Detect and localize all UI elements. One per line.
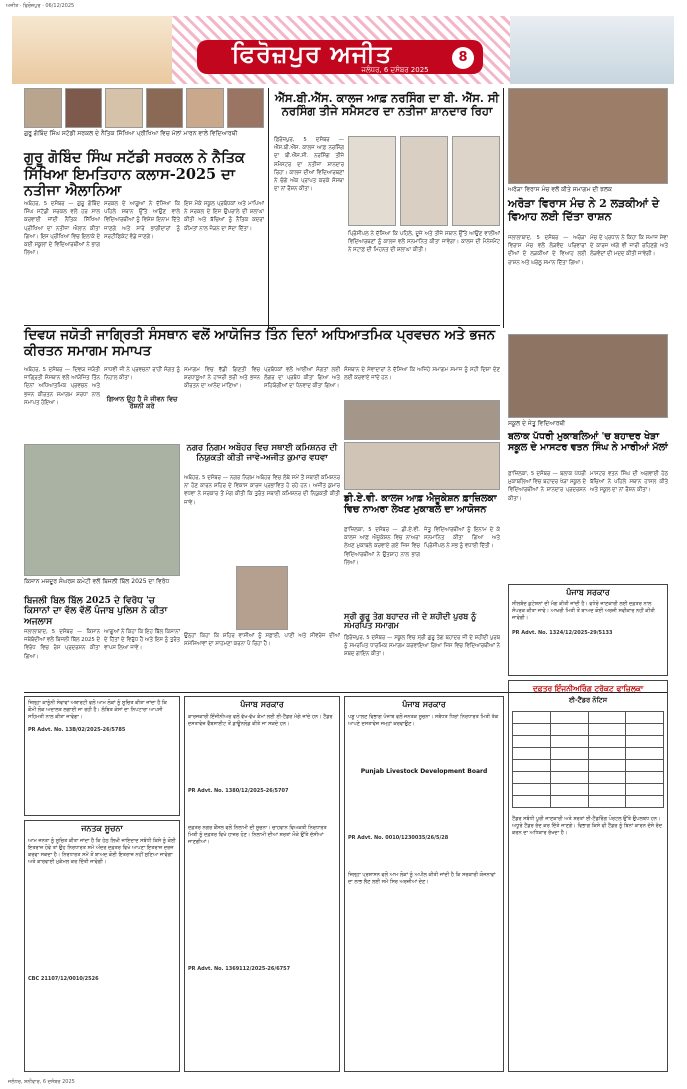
table-row [513,772,664,784]
student-photo [348,136,396,226]
nagar-body: ਅਬੋਹਰ, 5 ਦਸੰਬਰ — ਨਗਰ ਨਿਗਮ ਅਬੋਹਰ ਵਿਚ ਲੰਬੇ ਸਮੇਂ ਤੋਂ ਸਥਾਈ ਕਮਿਸ਼ਨਰ ਨਾ ਹੋਣ ਕਾਰਨ ਸ਼ਹਿਰ ਦੇ ਵਿਕਾਸ ਕਾਰਜ ਪ੍ਰਭਾਵਿਤ ਹੋ ਰਹੇ ਹਨ। ਅਜੀਤ ਕੁਮਾਰ ਵਧਵਾ ਨੇ ਸਰਕਾਰ ਤੋਂ ਮੰਗ ਕੀਤੀ ਕਿ ਤੁਰੰਤ ਸਥਾਈ ਕਮਿਸ਼ਨਰ ਦੀ ਨਿਯੁਕਤੀ ਕੀਤੀ ਜਾਵੇ। [184,475,340,506]
block-headline: ਬਲਾਕ ਪੱਧਰੀ ਮੁਕਾਬਲਿਆਂ 'ਚ ਬਹਾਦਰ ਖੇੜਾ ਸਕੂਲ ਦੇ ਮਾਸਟਰ ਵਤਨ ਸਿੰਘ ਨੇ ਮਾਰੀਆਂ ਮੱਲਾਂ [508,431,668,453]
ad-text: ਜ਼ਿਲ੍ਹਾ ਕਾਨੂੰਨੀ ਸੇਵਾਵਾਂ ਅਥਾਰਟੀ ਵਲੋਂ ਆਮ ਲੋਕਾਂ ਨੂੰ ਸੂਚਿਤ ਕੀਤਾ ਜਾਂਦਾ ਹੈ ਕਿ ਕੌਮੀ ਲੋਕ ਅਦਾਲਤ ਲਗਾਈ ਜਾ ਰਹੀ ਹੈ। ਲੰਬਿਤ ਕੇਸਾਂ ਦਾ ਨਿਪਟਾਰਾ ਆਪਸੀ ਸਹਿਮਤੀ ਨਾਲ ਕੀਤਾ ਜਾਵੇਗਾ। [28,700,167,720]
ad-title: ਪੰਜਾਬ ਸਰਕਾਰ [402,700,446,709]
ad-cbc-number: CBC 21107/12/0010/2526 [28,976,99,982]
khalsa-body: ਫ਼ਿਰੋਜ਼ਪੁਰ, 5 ਦਸੰਬਰ — ਸਕੂਲ ਵਿਚ ਸ੍ਰੀ ਗੁਰੂ ਤੇਗ ਬਹਾਦਰ ਜੀ ਦੇ ਸ਼ਹੀਦੀ ਪੁਰਬ ਨੂੰ ਸਮਰਪਿਤ ਧਾਰਮਿਕ ਸਮਾਗਮ ਕਰਵਾਇਆ ਗਿਆ ਜਿਸ ਵਿਚ ਵਿਦਿਆਰਥੀਆਂ ਨੇ ਸ਼ਬਦ ਗਾਇਨ ਕੀਤਾ। [344,635,500,658]
tender-title: ਦਫ਼ਤਰ ਇੰਜਨੀਅਰਿੰਗ ਟਰੋਕਟ ਫਾਜ਼ਿਲਕਾ [532,684,644,693]
masthead-left-photo [12,16,172,84]
student-photo [105,88,143,128]
print-info-strip: ਅਜੀਤ · ਫਿਰੋਜ਼ਪੁਰ · 06/12/2025 [6,3,75,9]
table-row [513,736,664,748]
nursing-headline: ਐੱਸ.ਬੀ.ਐੱਸ. ਕਾਲਜ ਆਫ਼ ਨਰਸਿੰਗ ਦਾ ਬੀ. ਐੱਸ. ਸੀ ਨਰਸਿੰਗ ਤੀਜੇ ਸਮੈਸਟਰ ਦਾ ਨਤੀਜਾ ਸ਼ਾਨਦਾਰ ਰਿਹਾ [274,91,500,119]
guru-gobind-body: ਅਬੋਹਰ, 5 ਦਸੰਬਰ — ਗੁਰੂ ਗੋਬਿੰਦ ਸਿੰਘ ਸਟੱਡੀ ਸਰਕਲ ਵਲੋਂ ਹਰ ਸਾਲ ਕਰਵਾਈ ਜਾਂਦੀ ਨੈਤਿਕ ਸਿੱਖਿਆ ਪ੍ਰੀਖਿਆ ਦਾ ਨਤੀਜਾ ਐਲਾਨ ਕੀਤਾ ਗਿਆ। ਇਸ ਪ੍ਰੀਖਿਆ ਵਿਚ ਇਲਾਕੇ ਦੇ ਕਈ ਸਕੂਲਾਂ ਦੇ ਵਿਦਿਆਰਥੀਆਂ ਨੇ ਭਾਗ ਲਿਆ। [24,201,100,257]
dav-headline: ਡੀ.ਏ.ਵੀ. ਕਾਲਜ ਆਫ਼ ਐਜੂਕੇਸ਼ਨ ਫ਼ਾਜ਼ਿਲਕਾ ਵਿਚ ਨਾਅਰਾ ਲੇਖਣ ਮੁਕਾਬਲੇ ਦਾ ਆਯੋਜਨ [344,493,497,515]
divya-body: ਪ੍ਰਬੰਧਕਾਂ ਵਲੋਂ ਆਈਆਂ ਸੰਗਤਾਂ ਲਈ ਲੰਗਰ ਦਾ ਪ੍ਰਬੰਧ ਕੀਤਾ ਗਿਆ ਅਤੇ ਸਹਿਯੋਗੀਆਂ ਦਾ ਧੰਨਵਾਦ ਕੀਤਾ ਗਿਆ। [264,367,340,390]
masthead-date: ਜਲੰਧਰ, 6 ਦਸੰਬਰ 2025 [361,66,429,74]
ad-title: ਪੰਜਾਬ ਸਰਕਾਰ [566,588,610,597]
ad-text: ਪਸ਼ੂ ਪਾਲਣ ਵਿਭਾਗ ਪੰਜਾਬ ਵਲੋਂ ਜਨਤਕ ਸੂਚਨਾ। ਸਬੰਧਤ ਧਿਰਾਂ ਨਿਰਧਾਰਤ ਮਿਤੀ ਤੱਕ ਆਪਣੇ ਦਸਤਾਵੇਜ਼ ਜਮ੍ਹਾਂ ਕਰਵਾਉਣ। [348,714,499,727]
block-photo [508,334,668,418]
student-photo [400,136,448,226]
masthead-title: ਫਿਰੋਜ਼ਪੁਰ ਅਜੀਤ [231,40,393,68]
bijli-headline: ਬਿਜਲੀ ਬਿਲ ਬਿੱਲ 2025 ਦੇ ਵਿਰੋਧ 'ਚ ਕਿਸਾਨਾਂ ਦਾ ਵੱਲ ਵੱਲੋਂ ਪੰਜਾਬ ਪੁਲਿਸ ਨੇ ਕੀਤਾ ਅਜਲਾਸ [24,596,168,627]
ad-pr-number: PR Advt. No. 1369112/2025-26/6757 [188,966,291,972]
block-caption: ਸਕੂਲ ਦੇ ਜੇਤੂ ਵਿਦਿਆਰਥੀ [508,420,566,427]
guru-gobind-body: ਇਸ ਮੌਕੇ ਸਕੂਲ ਪ੍ਰਬੰਧਕਾਂ ਅਤੇ ਮਾਪਿਆਂ ਨੇ ਸਰਕਲ ਦੇ ਇਸ ਉਪਰਾਲੇ ਦੀ ਸ਼ਲਾਘਾ ਕੀਤੀ ਅਤੇ ਬੱਚਿਆਂ ਨੂੰ ਨੈਤਿਕ ਕਦਰਾਂ ਕੀਮਤਾਂ ਨਾਲ ਜੋੜਨ ਦਾ ਸੱਦਾ ਦਿੱਤਾ। [184,201,264,232]
ad-pr-number: PR Advt. No. 1324/12/2025-29/5133 [512,630,613,636]
block-body: ਫ਼ਾਜ਼ਿਲਕਾ, 5 ਦਸੰਬਰ — ਬਲਾਕ ਪੱਧਰੀ ਮੁਕਾਬਲਿਆਂ ਵਿਚ ਬਹਾਦਰ ਖੇੜਾ ਸਕੂਲ ਦੇ ਵਿਦਿਆਰਥੀਆਂ ਨੇ ਸ਼ਾਨਦਾਰ ਪ੍ਰਦਰਸ਼ਨ ਕੀਤਾ। [508,471,586,502]
arora-body: ਜਲਾਲਾਬਾਦ, 5 ਦਸੰਬਰ — ਅਰੋੜਾ ਵਿਰਾਸ ਮੰਚ ਵਲੋਂ ਲੋੜਵੰਦ ਪਰਿਵਾਰਾਂ ਦੀਆਂ ਦੋ ਲੜਕੀਆਂ ਦੇ ਵਿਆਹ ਲਈ ਰਾਸ਼ਨ ਅਤੇ ਘਰੇਲੂ ਸਮਾਨ ਦਿੱਤਾ ਗਿਆ। [508,235,586,266]
student-photo [146,88,184,128]
page-number: 8 [452,47,474,69]
divya-body: ਅਬੋਹਰ, 5 ਦਸੰਬਰ — ਦਿਵਯ ਜਯੋਤੀ ਜਾਗ੍ਰਿਤੀ ਸੰਸਥਾਨ ਵਲੋਂ ਆਯੋਜਿਤ ਤਿੰਨ ਦਿਨਾਂ ਅਧਿਆਤਮਿਕ ਪ੍ਰਵਚਨ ਅਤੇ ਭਜਨ ਕੀਰਤਨ ਸਮਾਗਮ ਸ਼ਰਧਾ ਨਾਲ ਸਮਾਪਤ ਹੋਇਆ। [24,367,100,406]
khalsa-headline: ਸ੍ਰੀ ਗੁਰੂ ਤੇਗ ਬਹਾਦਰ ਜੀ ਦੇ ਸ਼ਹੀਦੀ ਪੁਰਬ ਨੂੰ ਸਮਰਪਿਤ ਸਮਾਗਮ [344,611,477,631]
student-photos-row [24,88,264,128]
divya-body: ਸੰਸਥਾਨ ਦੇ ਸੇਵਾਦਾਰਾਂ ਨੇ ਦੱਸਿਆ ਕਿ ਅਜਿਹੇ ਸਮਾਗਮ ਸਮਾਜ ਨੂੰ ਸਹੀ ਦਿਸ਼ਾ ਦੇਣ ਲਈ ਕਰਵਾਏ ਜਾਂਦੇ ਹਨ। [344,367,500,382]
student-photo [24,88,62,128]
dav-photos [344,442,500,490]
ad-pr-number: PR Advt. No. 0010/1230035/26/5/28 [348,835,449,841]
table-row [513,724,664,736]
guru-gobind-caption: ਗੁਰੂ ਗੋਬਿੰਦ ਸਿੰਘ ਸਟੱਡੀ ਸਰਕਲ ਦੇ ਨੈਤਿਕ ਸਿੱਖਿਆ ਪ੍ਰੀਖਿਆ ਵਿਚ ਮੱਲਾਂ ਮਾਰਨ ਵਾਲੇ ਵਿਦਿਆਰਥੀ [24,130,238,137]
nagar-headline: ਨਗਰ ਨਿਗਮ ਅਬੋਹਰ ਵਿਚ ਸਥਾਈ ਕਮਿਸ਼ਨਰ ਦੀ ਨਿਯੁਕਤੀ ਕੀਤੀ ਜਾਵੇ-ਅਜੀਤ ਕੁਮਾਰ ਵਧਵਾ [186,443,338,463]
divider [24,325,500,326]
ad-text: ਆਮ ਜਨਤਾ ਨੂੰ ਸੂਚਿਤ ਕੀਤਾ ਜਾਂਦਾ ਹੈ ਕਿ ਹੇਠ ਲਿਖੀ ਜਾਇਦਾਦ ਸਬੰਧੀ ਕਿਸੇ ਨੂੰ ਕੋਈ ਇਤਰਾਜ਼ ਹੋਵੇ ਤਾਂ ਉਹ ਨਿਰਧਾਰਤ ਸਮੇਂ ਅੰਦਰ ਦਫ਼ਤਰ ਵਿਖੇ ਆਪਣਾ ਇਤਰਾਜ਼ ਦਰਜ ਕਰਵਾ ਸਕਦਾ ਹੈ। ਨਿਰਧਾਰਤ ਸਮੇਂ ਤੋਂ ਬਾਅਦ ਕੋਈ ਇਤਰਾਜ਼ ਨਹੀਂ ਸੁਣਿਆ ਜਾਵੇਗਾ ਅਤੇ ਕਾਰਵਾਈ ਮੁਕੰਮਲ ਕਰ ਦਿੱਤੀ ਜਾਵੇਗੀ। [28,838,176,865]
bijli-caption: ਕਿਸਾਨ ਮਜ਼ਦੂਰ ਸੰਘਰਸ਼ ਕਮੇਟੀ ਵਲੋਂ ਬਿਜਲੀ ਬਿੱਲ 2025 ਦਾ ਵਿਰੋਧ [24,578,170,585]
livestock-ad [344,696,504,1072]
student-photo [186,88,224,128]
jantak-suchna-ad [24,820,180,1072]
nursing-body: ਫ਼ਿਰੋਜ਼ਪੁਰ, 5 ਦਸੰਬਰ — ਐੱਸ.ਬੀ.ਐੱਸ. ਕਾਲਜ ਆਫ਼ ਨਰਸਿੰਗ ਦਾ ਬੀ.ਐੱਸ.ਸੀ. ਨਰਸਿੰਗ ਤੀਜੇ ਸਮੈਸਟਰ ਦਾ ਨਤੀਜਾ ਸ਼ਾਨਦਾਰ ਰਿਹਾ। ਕਾਲਜ ਦੀਆਂ ਵਿਦਿਆਰਥਣਾਂ ਨੇ ਚੰਗੇ ਅੰਕ ਪ੍ਰਾਪਤ ਕਰਕੇ ਸੰਸਥਾ ਦਾ ਨਾਂ ਰੌਸ਼ਨ ਕੀਤਾ। [274,137,344,193]
ad-pr-number: PR Advt. No. 1380/12/2025-26/5707 [188,788,289,794]
ad-text: ਜ਼ਿਲ੍ਹਾ ਪ੍ਰਸ਼ਾਸਨ ਵਲੋਂ ਆਮ ਲੋਕਾਂ ਨੂੰ ਅਪੀਲ ਕੀਤੀ ਜਾਂਦੀ ਹੈ ਕਿ ਸਰਕਾਰੀ ਯੋਜਨਾਵਾਂ ਦਾ ਲਾਭ ਲੈਣ ਲਈ ਸਮੇਂ ਸਿਰ ਅਰਜ਼ੀਆਂ ਦੇਣ। [348,872,496,885]
table-row [513,712,664,724]
footer-strip: ਜਲੰਧਰ, ਸ਼ਨੀਵਾਰ, 6 ਦਸੰਬਰ 2025 [8,1079,75,1085]
tender-ad [508,680,668,1072]
arora-caption: ਅਰੋੜਾ ਵਿਰਾਸ ਮੰਚ ਵਲੋਂ ਕੀਤੇ ਸਮਾਗਮ ਦੀ ਝਲਕ [508,186,613,193]
nursing-photos [348,136,500,226]
dav-body: ਫ਼ਾਜ਼ਿਲਕਾ, 5 ਦਸੰਬਰ — ਡੀ.ਏ.ਵੀ. ਕਾਲਜ ਆਫ਼ ਐਜੂਕੇਸ਼ਨ ਵਿਚ ਨਾਅਰਾ ਲੇਖਣ ਮੁਕਾਬਲੇ ਕਰਵਾਏ ਗਏ ਜਿਸ ਵਿਚ ਵਿਦਿਆਰਥੀਆਂ ਨੇ ਉਤਸ਼ਾਹ ਨਾਲ ਭਾਗ ਲਿਆ। [344,527,420,566]
divider [503,88,504,328]
divya-pullquote: ਗਿਆਨ ਉਹ ਹੈ ਜੋ ਜੀਵਨ ਵਿਚ ਰੌਸ਼ਨੀ ਕਰੇ [106,395,178,411]
table-row [513,796,664,808]
table-row [513,784,664,796]
ad-text: ਟੈਂਡਰ ਸਬੰਧੀ ਪੂਰੀ ਜਾਣਕਾਰੀ ਅਤੇ ਸ਼ਰਤਾਂ ਈ-ਟੈਂਡਰਿੰਗ ਪੋਰਟਲ ਉੱਤੇ ਉਪਲਬਧ ਹਨ। ਅਧੂਰੇ ਟੈਂਡਰ ਰੱਦ ਕਰ ਦਿੱਤੇ ਜਾਣਗੇ। ਵਿਭਾਗ ਕਿਸੇ ਵੀ ਟੈਂਡਰ ਨੂੰ ਬਿਨਾਂ ਕਾਰਨ ਦੱਸੇ ਰੱਦ ਕਰਨ ਦਾ ਅਧਿਕਾਰ ਰੱਖਦਾ ਹੈ। [512,816,663,836]
ad-text: ਕਾਰਜਕਾਰੀ ਇੰਜੀਨੀਅਰ ਵਲੋਂ ਵੱਖ-ਵੱਖ ਕੰਮਾਂ ਲਈ ਈ-ਟੈਂਡਰ ਮੰਗੇ ਜਾਂਦੇ ਹਨ। ਟੈਂਡਰ ਦਸਤਾਵੇਜ਼ ਵੈੱਬਸਾਈਟ ਤੋਂ ਡਾਊਨਲੋਡ ਕੀਤੇ ਜਾ ਸਕਦੇ ਹਨ। [188,714,333,727]
student-photo [227,88,265,128]
dav-body: ਜੇਤੂ ਵਿਦਿਆਰਥੀਆਂ ਨੂੰ ਇਨਾਮ ਦੇ ਕੇ ਸਨਮਾਨਿਤ ਕੀਤਾ ਗਿਆ ਅਤੇ ਪ੍ਰਿੰਸੀਪਲ ਨੇ ਸਭ ਨੂੰ ਵਧਾਈ ਦਿੱਤੀ। [424,527,500,550]
divya-headline: ਦਿਵਯ ਜਯੋਤੀ ਜਾਗ੍ਰਿਤੀ ਸੰਸਥਾਨ ਵਲੋਂ ਆਯੋਜਿਤ ਤਿੰਨ ਦਿਨਾਂ ਅਧਿਆਤਮਿਕ ਪ੍ਰਵਚਨ ਅਤੇ ਭਜਨ ਕੀਰਤਨ ਸਮਾਗਮ ਸਮਾਪਤ [24,327,496,359]
punjab-sarkar-ad [508,584,668,676]
ad-title: ਪੰਜਾਬ ਸਰਕਾਰ [240,700,284,709]
middle-sarkar-ad [184,696,340,1072]
student-photo [452,136,500,226]
tender-table [512,711,664,808]
nursing-body: ਪ੍ਰਿੰਸੀਪਲ ਨੇ ਦੱਸਿਆ ਕਿ ਪਹਿਲੇ, ਦੂਜੇ ਅਤੇ ਤੀਜੇ ਸਥਾਨ ਉੱਤੇ ਆਉਣ ਵਾਲੀਆਂ ਵਿਦਿਆਰਥਣਾਂ ਨੂੰ ਕਾਲਜ ਵਲੋਂ ਸਨਮਾਨਿਤ ਕੀਤਾ ਜਾਵੇਗਾ। ਕਾਲਜ ਦੀ ਮੈਨੇਜਮੈਂਟ ਨੇ ਸਟਾਫ਼ ਦੀ ਮਿਹਨਤ ਦੀ ਸ਼ਲਾਘਾ ਕੀਤੀ। [348,231,500,254]
arora-body: ਮੰਚ ਦੇ ਪ੍ਰਧਾਨ ਨੇ ਕਿਹਾ ਕਿ ਸਮਾਜ ਸੇਵਾ ਦੇ ਕਾਰਜ ਅੱਗੇ ਵੀ ਜਾਰੀ ਰਹਿਣਗੇ ਅਤੇ ਲੋੜਵੰਦਾਂ ਦੀ ਮਦਦ ਕੀਤੀ ਜਾਵੇਗੀ। [590,235,668,258]
block-body: ਮਾਸਟਰ ਵਤਨ ਸਿੰਘ ਦੀ ਅਗਵਾਈ ਹੇਠ ਬੱਚਿਆਂ ਨੇ ਪਹਿਲੇ ਸਥਾਨ ਹਾਸਲ ਕੀਤੇ ਅਤੇ ਸਕੂਲ ਦਾ ਨਾਂ ਰੌਸ਼ਨ ਕੀਤਾ। [590,471,668,494]
masthead-right-photo [510,16,674,84]
divya-body: ਸਮਾਗਮ ਵਿਚ ਵੱਡੀ ਗਿਣਤੀ ਵਿਚ ਸ਼ਰਧਾਲੂਆਂ ਨੇ ਹਾਜ਼ਰੀ ਭਰੀ ਅਤੇ ਭਜਨ ਕੀਰਤਨ ਦਾ ਆਨੰਦ ਮਾਣਿਆ। [184,367,260,390]
bijli-body: ਜਲਾਲਾਬਾਦ, 5 ਦਸੰਬਰ — ਕਿਸਾਨ ਜਥੇਬੰਦੀਆਂ ਵਲੋਂ ਬਿਜਲੀ ਬਿੱਲ 2025 ਦੇ ਵਿਰੋਧ ਵਿਚ ਰੋਸ ਪ੍ਰਦਰਸ਼ਨ ਕੀਤਾ ਗਿਆ। [24,629,100,660]
divya-photo [344,400,500,440]
table-row [513,760,664,772]
table-row [513,748,664,760]
ad-text: ਦਫ਼ਤਰ ਨਗਰ ਕੌਂਸਲ ਵਲੋਂ ਨਿਲਾਮੀ ਦੀ ਸੂਚਨਾ। ਚਾਹਵਾਨ ਵਿਅਕਤੀ ਨਿਰਧਾਰਤ ਮਿਤੀ ਨੂੰ ਦਫ਼ਤਰ ਵਿਖੇ ਹਾਜ਼ਰ ਹੋਣ। ਨਿਲਾਮੀ ਦੀਆਂ ਸ਼ਰਤਾਂ ਮੌਕੇ ਉੱਤੇ ਦੱਸੀਆਂ ਜਾਣਗੀਆਂ। [188,825,327,845]
ad-text: ਸੀਲਬੰਦ ਕੁਟੇਸ਼ਨਾਂ ਦੀ ਮੰਗ ਕੀਤੀ ਜਾਂਦੀ ਹੈ। ਵਧੇਰੇ ਜਾਣਕਾਰੀ ਲਈ ਦਫ਼ਤਰ ਨਾਲ ਸੰਪਰਕ ਕੀਤਾ ਜਾਵੇ। ਆਖ਼ਰੀ ਮਿਤੀ ਤੋਂ ਬਾਅਦ ਕੋਈ ਅਰਜ਼ੀ ਸਵੀਕਾਰ ਨਹੀਂ ਕੀਤੀ ਜਾਵੇਗੀ। [512,601,655,621]
ad-title: ਜਨਤਕ ਸੂਚਨਾ [81,824,123,833]
bijli-body: ਆਗੂਆਂ ਨੇ ਕਿਹਾ ਕਿ ਇਹ ਬਿੱਲ ਕਿਸਾਨਾਂ ਦੇ ਹਿੱਤਾਂ ਦੇ ਵਿਰੁੱਧ ਹੈ ਅਤੇ ਇਸ ਨੂੰ ਤੁਰੰਤ ਵਾਪਸ ਲਿਆ ਜਾਵੇ। [104,629,180,652]
left-notice-ad [24,696,180,816]
divider [268,88,269,328]
tender-subtitle: ਈ-ਟੈਂਡਰ ਨੋਟਿਸ [568,696,608,704]
bijli-photo [24,444,180,576]
ad-pr-number: PR Advt. No. 13B/02/2025-26/5785 [28,727,126,733]
student-photo [65,88,103,128]
guru-gobind-headline: ਗੁਰੂ ਗੋਬਿੰਦ ਸਿੰਘ ਸਟੱਡੀ ਸਰਕਲ ਨੇ ਨੈਤਿਕ ਸਿੱਖਿਆ ਇਮਤਿਹਾਨ ਕਲਾਸ-2025 ਦਾ ਨਤੀਜਾ ਐਲਾਨਿਆ [24,149,245,200]
guru-gobind-body: ਸਰਕਲ ਦੇ ਆਗੂਆਂ ਨੇ ਦੱਸਿਆ ਕਿ ਪਹਿਲੇ ਸਥਾਨ ਉੱਤੇ ਆਉਣ ਵਾਲੇ ਵਿਦਿਆਰਥੀਆਂ ਨੂੰ ਵਿਸ਼ੇਸ਼ ਇਨਾਮ ਦਿੱਤੇ ਜਾਣਗੇ ਅਤੇ ਸਾਰੇ ਭਾਗੀਦਾਰਾਂ ਨੂੰ ਸਰਟੀਫਿਕੇਟ ਵੰਡੇ ਜਾਣਗੇ। [104,201,180,240]
livestock-board-title: Punjab Livestock Development Board [360,768,488,775]
arora-photo [508,88,668,184]
arora-headline: ਅਰੋੜਾ ਵਿਰਾਸ ਮੰਚ ਨੇ 2 ਲੜਕੀਆਂ ਦੇ ਵਿਆਹ ਲਈ ਦਿੱਤਾ ਰਾਸ਼ਨ [508,197,660,223]
divya-body: ਸਾਧਵੀ ਜੀ ਨੇ ਪ੍ਰਵਚਨਾਂ ਰਾਹੀਂ ਸੰਗਤ ਨੂੰ ਨਿਹਾਲ ਕੀਤਾ। [104,367,180,382]
portrait-photo [236,566,288,630]
nagar-body: ਉਨ੍ਹਾਂ ਕਿਹਾ ਕਿ ਸ਼ਹਿਰ ਵਾਸੀਆਂ ਨੂੰ ਸਫ਼ਾਈ, ਪਾਣੀ ਅਤੇ ਸੀਵਰੇਜ ਦੀਆਂ ਸਮੱਸਿਆਵਾਂ ਦਾ ਸਾਹਮਣਾ ਕਰਨਾ ਪੈ ਰਿਹਾ ਹੈ। [184,633,340,648]
